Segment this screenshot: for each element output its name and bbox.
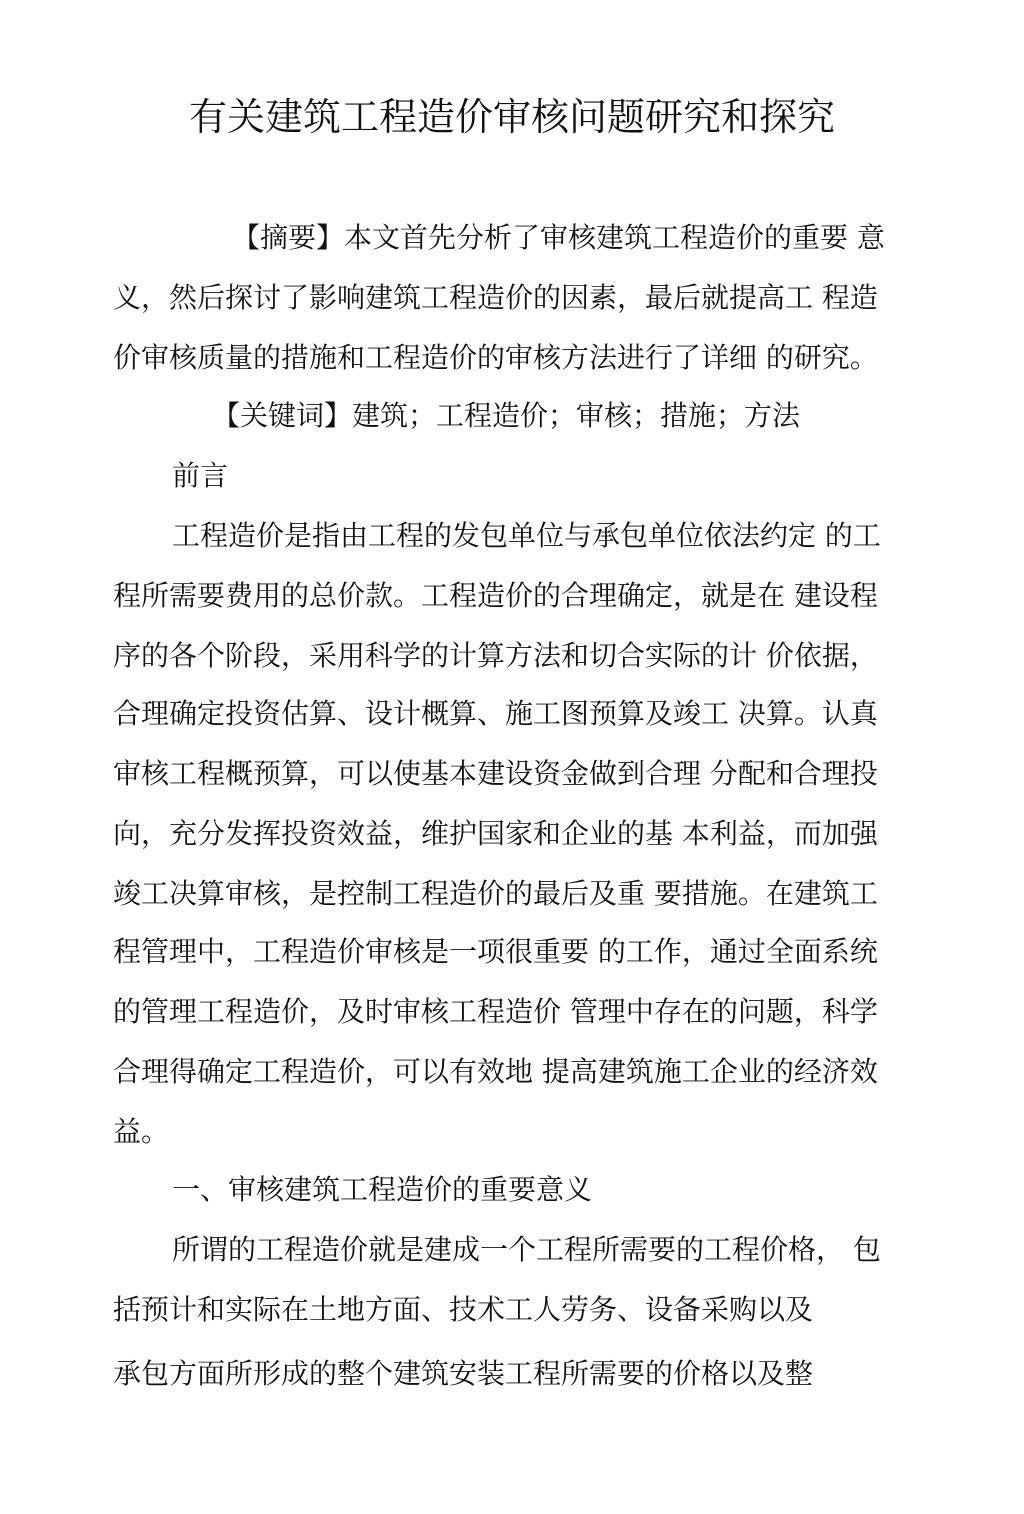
body-line-14: 承包方面所形成的整个建筑安装工程所需要的价格以及整 [113, 1357, 814, 1390]
body-line-1: 工程造价是指由工程的发包单位与承包单位依法约定 的工 [172, 519, 881, 552]
body-line-12: 所谓的工程造价就是建成一个工程所需要的工程价格， 包 [172, 1233, 881, 1266]
body-line-4: 合理确定投资估算、设计概算、施工图预算及竣工 决算。认真 [113, 697, 878, 730]
body-line-10: 合理得确定工程造价，可以有效地 提高建筑施工企业的经济效 [113, 1055, 878, 1088]
abstract-line-3: 价审核质量的措施和工程造价的审核方法进行了详细 的研究。 [113, 341, 878, 374]
section-heading-1: 一、审核建筑工程造价的重要意义 [172, 1173, 593, 1206]
body-line-7: 竣工决算审核，是控制工程造价的最后及重 要措施。在建筑工 [113, 877, 878, 910]
keywords-line: 【关键词】建筑；工程造价；审核；措施；方法 [212, 399, 801, 432]
abstract-line-1: 【摘要】本文首先分析了审核建筑工程造价的重要 意 [232, 221, 885, 254]
document-title: 有关建筑工程造价审核问题研究和探究 [188, 95, 835, 139]
body-line-8: 程管理中，工程造价审核是一项很重要 的工作，通过全面系统 [113, 935, 878, 968]
abstract-line-2: 义，然后探讨了影响建筑工程造价的因素，最后就提高工 程造 [113, 281, 878, 314]
body-line-2: 程所需要费用的总价款。工程造价的合理确定，就是在 建设程 [113, 579, 878, 612]
section-heading-preface: 前言 [172, 459, 229, 492]
body-line-9: 的管理工程造价，及时审核工程造价 管理中存在的问题，科学 [113, 995, 878, 1028]
body-line-11: 益。 [113, 1115, 170, 1148]
body-line-5: 审核工程概预算，可以使基本建设资金做到合理 分配和合理投 [113, 757, 878, 790]
body-line-6: 向，充分发挥投资效益，维护国家和企业的基 本利益，而加强 [113, 817, 878, 850]
body-line-3: 序的各个阶段，采用科学的计算方法和切合实际的计 价依据， [113, 639, 878, 672]
body-line-13: 括预计和实际在土地方面、技术工人劳务、设备采购以及 [113, 1293, 814, 1326]
